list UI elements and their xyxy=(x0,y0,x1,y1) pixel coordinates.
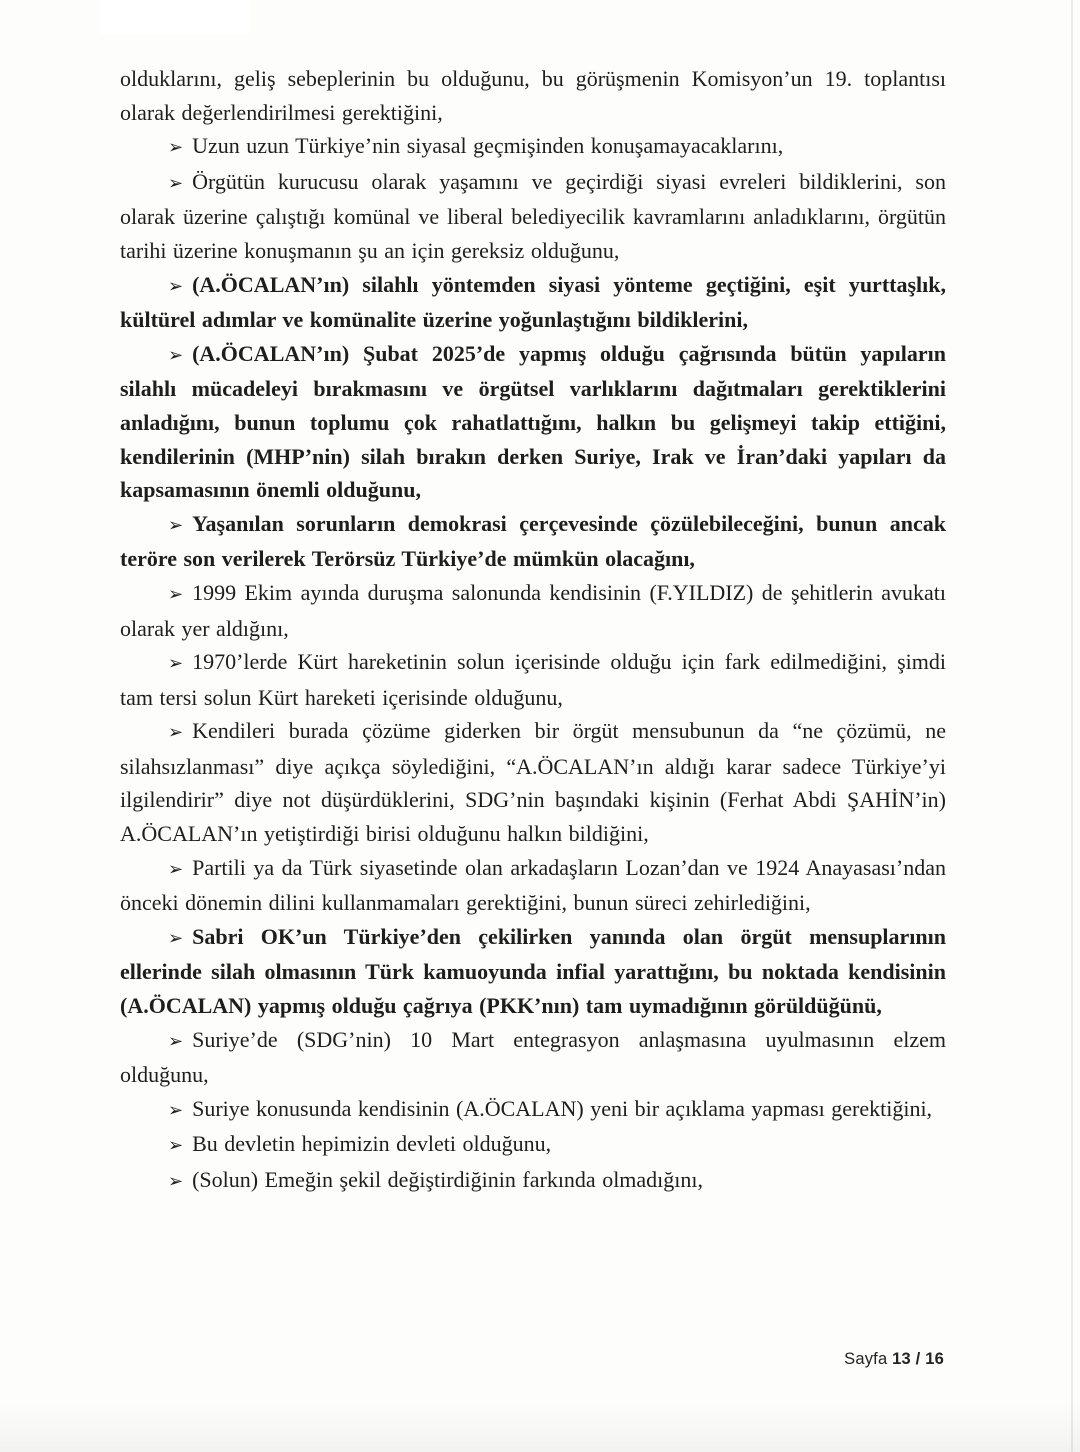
paragraph-text: Bu devletin hepimizin devleti olduğunu, xyxy=(192,1131,552,1157)
paragraph-text: (Solun) Emeğin şekil değiştirdiğinin farkında olmadığını, xyxy=(192,1167,704,1192)
bullet-paragraph xyxy=(120,1023,946,1092)
bullet-paragraph xyxy=(120,714,946,850)
document-text-block xyxy=(120,62,946,1199)
bullet-paragraph-bold xyxy=(120,507,946,576)
bullet-paragraph xyxy=(120,1163,946,1199)
scan-artifact-right-line xyxy=(1071,0,1073,1452)
paragraph-text: Sabri OK’un Türkiye’den çekilirken yanında olan örgüt mensuplarının ellerinde silah olmasının Türk kamuoyunda infial yarattığını, bu noktada kendisinin (A.ÖCALAN) yapmış olduğu çağrıya (PKK’nın) tam uymadığının görüldüğünü, xyxy=(120,923,946,1019)
bullet-paragraph-bold xyxy=(120,268,946,337)
arrowhead-bullet-icon: ➢ xyxy=(168,172,184,194)
arrowhead-bullet-icon: ➢ xyxy=(168,1135,184,1157)
paragraph xyxy=(120,62,946,129)
paragraph-text: Kendileri burada çözüme giderken bir örgüt mensubunun da “ne çözümü, ne silahsızlanması” diye açıkça söylediğini, “A.ÖCALAN’ın aldığı karar sadece Türkiye’yi ilgilendirir” diye not düşürdüklerini, SDG’nin başındaki kişinin (Ferhat Abdi ŞAHİN’in) A.ÖCALAN’ın yetiştirdiği birisi olduğunu halkın bildiğini, xyxy=(120,718,946,847)
paragraph-text: Suriye konusunda kendisinin (A.ÖCALAN) yeni bir açıklama yapması gerektiğini, xyxy=(192,1095,933,1121)
bullet-paragraph xyxy=(120,851,946,920)
arrowhead-bullet-icon: ➢ xyxy=(168,1099,184,1121)
arrowhead-bullet-icon: ➢ xyxy=(168,514,184,536)
paragraph-text: 1999 Ekim ayında duruşma salonunda kendisinin (F.YILDIZ) de şehitlerin avukatı olarak yer aldığını, xyxy=(120,579,946,641)
bullet-paragraph-bold xyxy=(120,337,946,507)
paragraph-text: olduklarını, geliş sebeplerinin bu olduğunu, bu görüşmenin Komisyon’un 19. toplantısı olarak değerlendirilmesi gerektiğini, xyxy=(120,66,946,125)
arrowhead-bullet-icon: ➢ xyxy=(168,583,184,605)
arrowhead-bullet-icon: ➢ xyxy=(168,275,184,297)
paragraph-text: (A.ÖCALAN’ın) silahlı yöntemden siyasi yönteme geçtiğini, eşit yurttaşlık, kültürel adımlar ve komünalite üzerine yoğunlaştığını bildiklerini, xyxy=(120,271,946,333)
bullet-paragraph xyxy=(120,129,946,165)
page-number: 13 / 16 xyxy=(892,1350,944,1368)
arrowhead-bullet-icon: ➢ xyxy=(168,344,184,366)
paragraph-text: (A.ÖCALAN’ın) Şubat 2025’de yapmış olduğu çağrısında bütün yapıların silahlı mücadeleyi bırakmasını ve örgütsel varlıklarını dağıtmaları gerektiklerini anladığını, bunun toplumu çok rahatlattığını, halkın bu gelişmeyi takip ettiğini, kendilerinin (MHP’nin) silah bırakın derken Suriye, Irak ve İran’daki yapıları da kapsamasının önemli olduğunu, xyxy=(120,340,946,503)
arrowhead-bullet-icon: ➢ xyxy=(168,137,184,159)
bullet-paragraph xyxy=(120,1127,946,1163)
paragraph-text: Yaşanılan sorunların demokrasi çerçevesinde çözülebileceğini, bunun ancak teröre son verilerek Terörsüz Türkiye’de mümkün olacağını, xyxy=(120,510,946,572)
arrowhead-bullet-icon: ➢ xyxy=(168,927,184,949)
scan-artifact-patch xyxy=(100,0,250,34)
bullet-paragraph xyxy=(120,1092,946,1128)
bullet-paragraph xyxy=(120,165,946,268)
paragraph-text: Örgütün kurucusu olarak yaşamını ve geçirdiği siyasi evreleri bildiklerini, son olarak üzerine çalıştığı komünal ve liberal belediyecilik kavramlarını anladıklarını, örgütün tarihi üzerine konuşmanın şu an için gereksiz olduğunu, xyxy=(120,168,946,263)
arrowhead-bullet-icon: ➢ xyxy=(168,722,184,744)
bullet-paragraph xyxy=(120,645,946,714)
bullet-paragraph-bold xyxy=(120,920,946,1023)
arrowhead-bullet-icon: ➢ xyxy=(168,1030,184,1052)
paragraph-text: Partili ya da Türk siyasetinde olan arkadaşların Lozan’dan ve 1924 Anayasası’ndan önceki dönemin dilini kullanmamaları gerektiğini, bunun süreci zehirlediğini, xyxy=(120,854,946,916)
paragraph-text: 1970’lerde Kürt hareketinin solun içerisinde olduğu için fark edilmediğini, şimdi tam tersi solun Kürt hareketi içerisinde olduğunu, xyxy=(120,649,946,710)
arrowhead-bullet-icon: ➢ xyxy=(168,653,184,675)
paragraph-text: Uzun uzun Türkiye’nin siyasal geçmişinden konuşamayacaklarını, xyxy=(192,133,784,159)
bullet-paragraph xyxy=(120,576,946,645)
page-footer-label: Sayfa xyxy=(844,1350,888,1368)
paragraph-text: Suriye’de (SDG’nin) 10 Mart entegrasyon anlaşmasına uyulmasının elzem olduğunu, xyxy=(120,1026,946,1088)
arrowhead-bullet-icon: ➢ xyxy=(168,858,184,880)
scan-artifact-bottom-shade xyxy=(0,1400,1080,1452)
arrowhead-bullet-icon: ➢ xyxy=(168,1171,184,1192)
page-footer xyxy=(844,1350,944,1369)
